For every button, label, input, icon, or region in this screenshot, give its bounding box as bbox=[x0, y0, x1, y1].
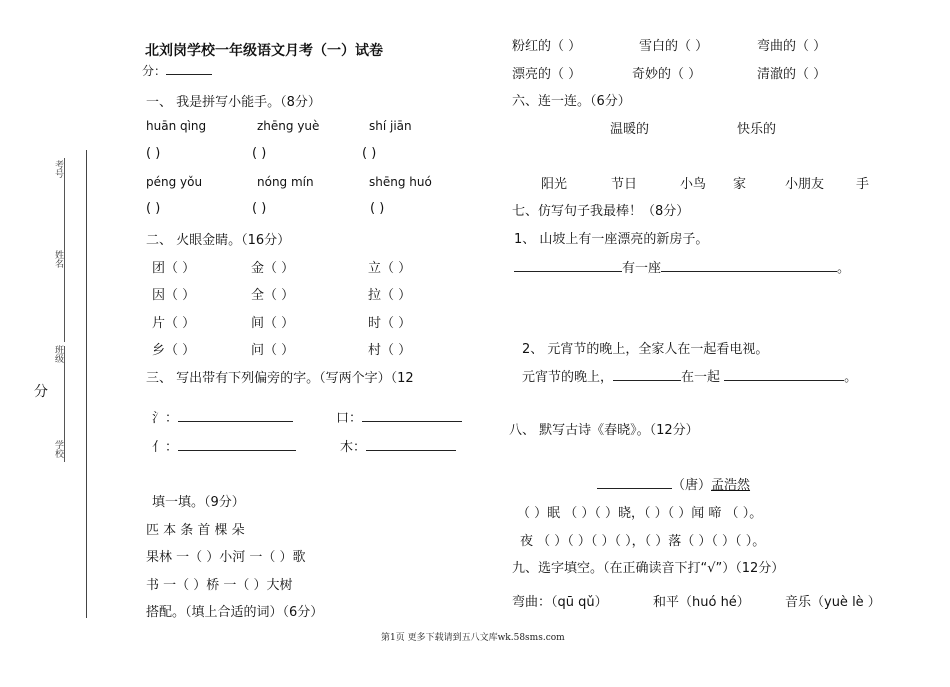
radical-label: 木： bbox=[340, 440, 367, 455]
section9-heading: 九、选字填空。（在正确读音下打“√”）（12分） bbox=[512, 561, 785, 576]
sentence-end: 。 bbox=[844, 370, 858, 385]
match-item[interactable]: 清澈的（ ） bbox=[757, 67, 827, 82]
section4-heading: 填一填。（9分） bbox=[152, 495, 245, 510]
pinyin-5: nóng mín bbox=[257, 175, 314, 189]
sentence-1-answer bbox=[514, 257, 850, 276]
measure-words: 匹 本 条 首 棵 朵 bbox=[146, 523, 245, 538]
match-item[interactable]: 漂亮的（ ） bbox=[512, 67, 582, 82]
answer-paren[interactable]: ( ) bbox=[370, 201, 385, 216]
fen-label: 分 bbox=[34, 384, 48, 400]
answer-paren[interactable]: ( ) bbox=[252, 201, 267, 216]
answer-paren[interactable]: ( ) bbox=[146, 146, 161, 161]
section3-heading: 三、 写出带有下列偏旁的字。（写两个字）（12 bbox=[146, 371, 414, 386]
score-blank[interactable] bbox=[166, 62, 212, 75]
connect-bottom[interactable]: 小朋友 bbox=[785, 177, 825, 192]
connect-top[interactable]: 快乐的 bbox=[737, 122, 777, 137]
section6-heading: 六、连一连。（6分） bbox=[512, 94, 631, 109]
radical-blank[interactable] bbox=[366, 438, 456, 451]
match-item[interactable]: 弯曲的（ ） bbox=[757, 39, 827, 54]
answer-paren[interactable]: ( ) bbox=[146, 201, 161, 216]
banji-label: 班级 bbox=[53, 345, 63, 363]
score-row bbox=[142, 62, 212, 79]
section7-heading: 七、仿写句子我最棒！（8分） bbox=[512, 204, 690, 219]
match-item[interactable]: 奇妙的（ ） bbox=[632, 67, 702, 82]
radical-label: 氵： bbox=[152, 411, 179, 426]
sentence-fixed: 有一座 bbox=[622, 261, 662, 276]
radical-row bbox=[152, 407, 293, 426]
poem-line-1[interactable]: （ ）眠 （ ）（ ）晓，（ ）（ ）闻 啼 （ ）。 bbox=[517, 506, 763, 521]
answer-blank[interactable] bbox=[514, 259, 622, 272]
pinyin-choice[interactable]: 弯曲：（qū qǔ） bbox=[512, 595, 608, 610]
poem-dynasty: （唐） bbox=[672, 478, 712, 493]
measure-row-2[interactable]: 书 一（ ）桥 一（ ）大树 bbox=[146, 578, 293, 593]
char-item[interactable]: 团（ ） bbox=[152, 261, 196, 276]
poem-title-blank[interactable] bbox=[597, 476, 672, 489]
section8-heading: 八、 默写古诗《春晓》。（12分） bbox=[509, 423, 699, 438]
connect-bottom[interactable]: 节日 bbox=[611, 177, 638, 192]
match-item[interactable]: 雪白的（ ） bbox=[639, 39, 709, 54]
sentence-1: 1、 山坡上有一座漂亮的新房子。 bbox=[514, 232, 709, 247]
poem-author: 孟浩然 bbox=[711, 478, 751, 493]
poem-title-row bbox=[597, 474, 750, 493]
connect-top[interactable]: 温暖的 bbox=[610, 122, 650, 137]
sentence-fixed: 在一起 bbox=[681, 370, 721, 385]
radical-row bbox=[336, 407, 462, 426]
answer-blank[interactable] bbox=[661, 259, 837, 272]
char-item[interactable]: 全（ ） bbox=[251, 288, 295, 303]
radical-label: 亻： bbox=[152, 440, 179, 455]
xuexiao-blank[interactable] bbox=[64, 372, 65, 462]
char-item[interactable]: 拉（ ） bbox=[368, 288, 412, 303]
connect-bottom[interactable]: 家 bbox=[733, 177, 747, 192]
page-title: 北刘岗学校一年级语文月考（一）试卷 bbox=[145, 43, 383, 59]
sentence-2: 2、 元宵节的晚上，全家人在一起看电视。 bbox=[522, 342, 769, 357]
pinyin-2: zhēng yuè bbox=[257, 119, 320, 133]
pinyin-6: shēng huó bbox=[369, 175, 432, 189]
answer-paren[interactable]: ( ) bbox=[362, 146, 377, 161]
answer-blank[interactable] bbox=[613, 368, 681, 381]
char-item[interactable]: 村（ ） bbox=[368, 343, 412, 358]
char-item[interactable]: 金（ ） bbox=[251, 261, 295, 276]
pinyin-1: huān qìng bbox=[146, 119, 207, 133]
connect-bottom[interactable]: 阳光 bbox=[541, 177, 568, 192]
sentence-2-answer bbox=[522, 366, 857, 385]
xuexiao-label: 学校 bbox=[53, 440, 63, 458]
score-label: 分： bbox=[142, 64, 167, 78]
connect-bottom[interactable]: 小鸟 bbox=[680, 177, 707, 192]
radical-blank[interactable] bbox=[178, 438, 296, 451]
page-footer: 第1页 更多下载请到五八文库wk.58sms.com bbox=[381, 633, 565, 643]
xingming-blank[interactable] bbox=[64, 252, 65, 342]
measure-row-1[interactable]: 果林 一（ ）小河 一（ ）歌 bbox=[146, 550, 306, 565]
radical-row bbox=[152, 436, 296, 455]
section5-heading: 搭配。（填上合适的词）（6分） bbox=[146, 605, 324, 620]
kaohao-blank[interactable] bbox=[64, 158, 65, 253]
sentence-fixed: 元宵节的晚上， bbox=[522, 370, 614, 385]
pinyin-3: shí jiān bbox=[369, 119, 412, 133]
char-item[interactable]: 间（ ） bbox=[251, 316, 295, 331]
radical-label: 口： bbox=[336, 411, 363, 426]
section2-heading: 二、 火眼金睛。（16分） bbox=[146, 233, 291, 248]
char-item[interactable]: 时（ ） bbox=[368, 316, 412, 331]
binding-line bbox=[86, 150, 87, 618]
pinyin-choice[interactable]: 和平（huó hé） bbox=[653, 595, 750, 610]
char-item[interactable]: 乡（ ） bbox=[152, 343, 196, 358]
radical-blank[interactable] bbox=[362, 409, 462, 422]
pinyin-choice[interactable]: 音乐（yuè lè ） bbox=[785, 595, 881, 610]
match-item[interactable]: 粉红的（ ） bbox=[512, 39, 582, 54]
radical-blank[interactable] bbox=[178, 409, 293, 422]
xingming-label: 姓名 bbox=[53, 250, 63, 268]
connect-bottom[interactable]: 手 bbox=[856, 177, 870, 192]
poem-line-2[interactable]: 夜 （ ）（ ）（ ）（ ），（ ）落（ ）（ ）（ ）。 bbox=[520, 534, 766, 549]
answer-paren[interactable]: ( ) bbox=[252, 146, 267, 161]
char-item[interactable]: 因（ ） bbox=[152, 288, 196, 303]
pinyin-4: péng yǒu bbox=[146, 175, 203, 189]
char-item[interactable]: 问（ ） bbox=[251, 343, 295, 358]
radical-row bbox=[340, 436, 456, 455]
section1-heading: 一、 我是拼写小能手。（8分） bbox=[146, 95, 321, 110]
answer-blank[interactable] bbox=[724, 368, 844, 381]
kaohao-label: 考号 bbox=[53, 160, 63, 178]
char-item[interactable]: 立（ ） bbox=[368, 261, 412, 276]
char-item[interactable]: 片（ ） bbox=[152, 316, 196, 331]
sentence-end: 。 bbox=[837, 261, 851, 276]
